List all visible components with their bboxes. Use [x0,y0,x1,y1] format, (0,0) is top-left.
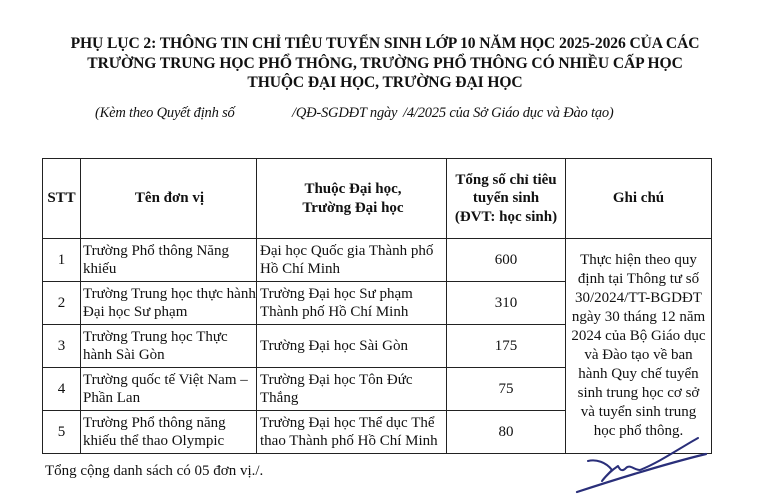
title-line-1: PHỤ LỤC 2: THÔNG TIN CHỈ TIÊU TUYỂN SINH LỚP 10 NĂM HỌC 2025-2026 CỦA CÁC [70,35,700,52]
footer-summary: Tổng cộng danh sách có 05 đơn vị./. [45,463,264,479]
header-total-line-2: tuyển sinh [472,190,540,207]
document-subtitle [0,104,770,124]
document-title [0,34,770,93]
cell-stt: 4 [43,368,81,411]
cell-parent-university: Trường Đại học Sài Gòn [257,325,447,368]
header-unit-name: Tên đơn vị [81,159,257,239]
cell-unit-name: Trường Trung học Thực hành Sài Gòn [81,325,257,368]
cell-unit-name: Trường Phổ thông Năng khiếu [81,239,257,282]
cell-stt: 5 [43,411,81,454]
header-parent-line-1: Thuộc Đại học, [304,181,402,197]
cell-parent-university: Trường Đại học Sư phạm Thành phố Hồ Chí Minh [257,282,447,325]
title-line-3: THUỘC ĐẠI HỌC, TRƯỜNG ĐẠI HỌC [247,74,523,91]
header-total-line-1: Tổng số chỉ tiêu [455,171,557,188]
cell-unit-name: Trường Phổ thông năng khiếu thể thao Olympic [81,411,257,454]
header-parent-university [257,159,447,239]
cell-total-quota: 80 [447,411,566,454]
cell-total-quota: 175 [447,325,566,368]
cell-unit-name: Trường Trung học thực hành Đại học Sư phạm [81,282,257,325]
enrollment-quota-table [42,158,712,454]
header-total-line-3: (ĐVT: học sinh) [454,208,558,225]
table-row [43,239,712,282]
cell-stt: 3 [43,325,81,368]
cell-total-quota: 310 [447,282,566,325]
title-line-2: TRƯỜNG TRUNG HỌC PHỔ THÔNG, TRƯỜNG PHỔ THÔNG CÓ NHIỀU CẤP HỌC [87,54,683,72]
cell-total-quota: 600 [447,239,566,282]
cell-parent-university: Đại học Quốc gia Thành phố Hồ Chí Minh [257,239,447,282]
header-note: Ghi chú [566,159,712,239]
header-stt: STT [43,159,81,239]
header-total-quota [447,159,566,239]
cell-parent-university: Trường Đại học Thể dục Thể thao Thành phố Hồ Chí Minh [257,411,447,454]
cell-note: Thực hiện theo quy định tại Thông tư số 30/2024/TT-BGDĐT ngày 30 tháng 12 năm 2024 của Bộ Giáo dục và Đào tạo về ban hành Quy chế tuyển sinh trung học cơ sở và tuyển sinh trung học phổ thông. [566,239,712,454]
subtitle-date-issuer: /4/2025 của Sở Giáo dục và Đào tạo) [403,105,614,121]
subtitle-decision-code: /QĐ-SGDĐT ngày [292,105,398,121]
cell-unit-name: Trường quốc tế Việt Nam – Phần Lan [81,368,257,411]
cell-stt: 2 [43,282,81,325]
table-header-row [43,159,712,239]
header-parent-line-2: Trường Đại học [302,199,404,216]
cell-stt: 1 [43,239,81,282]
subtitle-decision-ref: (Kèm theo Quyết định số [95,105,235,121]
cell-total-quota: 75 [447,368,566,411]
cell-parent-university: Trường Đại học Tôn Đức Thắng [257,368,447,411]
